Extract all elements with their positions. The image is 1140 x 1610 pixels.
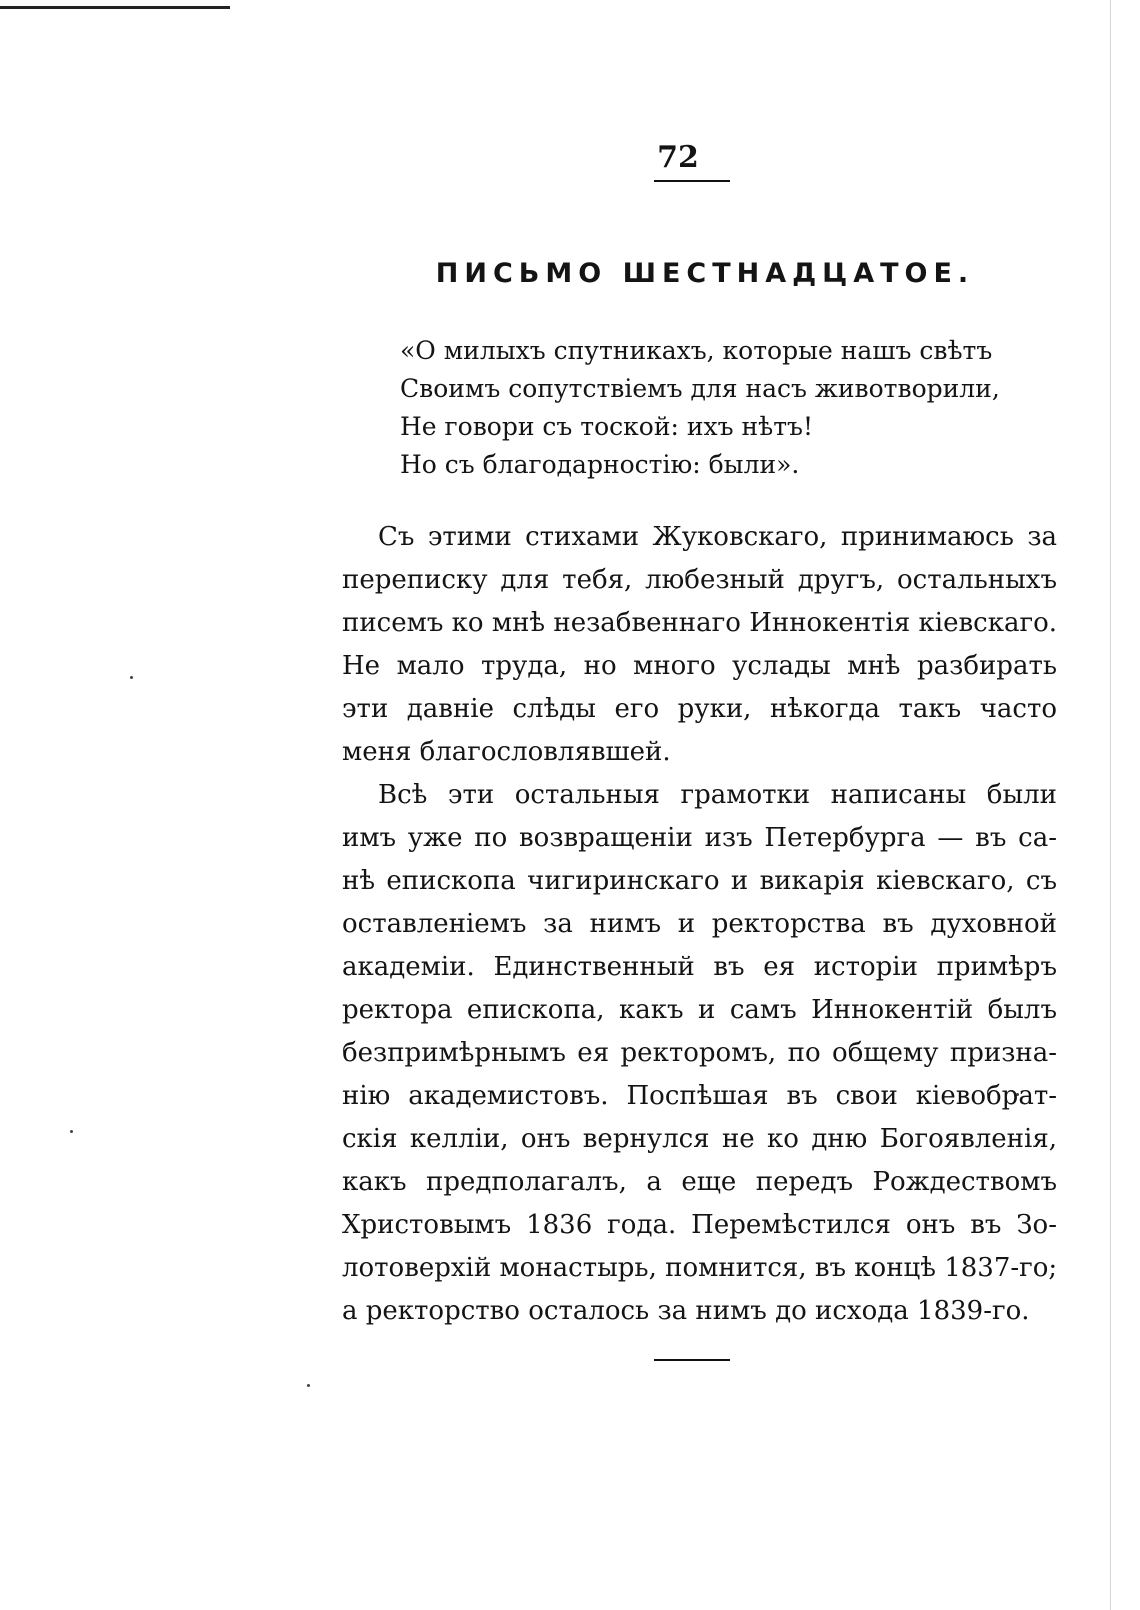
letter-heading: ПИСЬМО ШЕСТНАДЦАТОЕ. [435,258,975,289]
scan-edge-mark [0,0,230,9]
text-line: лотоверхій монастырь, помнится, въ концѣ 1837-го; [342,1253,1058,1283]
scan-speck [307,1384,310,1387]
body-text [342,516,1057,1333]
text-line: писемъ ко мнѣ незабвеннаго Иннокентія кіевскаго. [342,608,1057,638]
text-line: оставленіемъ за нимъ и ректорства въ духовной [342,909,1057,939]
page-edge [1110,0,1111,1610]
epigraph [400,332,1040,484]
text-line: Христовымъ 1836 года. Перемѣстился онъ въ Зо- [342,1210,1057,1240]
page-number: 72 [657,140,699,175]
epigraph-line: Не говори съ тоской: ихъ нѣтъ! [400,412,814,441]
end-rule [654,1359,730,1361]
text-line: Не мало труда, но много услады мнѣ разбирать [342,651,1057,681]
text-line: меня благословлявшей. [342,737,671,767]
epigraph-line: Своимъ сопутствіемъ для насъ животворили, [400,374,1000,403]
text-line: какъ предполагалъ, а еще передъ Рождествомъ [342,1167,1057,1197]
text-line: скія келліи, онъ вернулся не ко дню Богоявленія, [342,1124,1057,1154]
scan-speck [70,1130,73,1133]
text-line: Съ этими стихами Жуковскаго, принимаюсь за [378,522,1057,552]
text-line: нѣ епископа чигиринскаго и викарія кіевскаго, съ [342,866,1057,896]
paragraph-2 [342,774,1057,1333]
text-line: нію академистовъ. Поспѣшая въ свои кіевобрат- [342,1081,1057,1111]
text-line: эти давніе слѣды его руки, нѣкогда такъ часто [342,694,1057,724]
scan-speck [130,676,133,679]
text-line: академіи. Единственный въ ея исторіи примѣръ [342,952,1057,982]
epigraph-line: «О милыхъ спутникахъ, которые нашъ свѣтъ [400,336,993,365]
text-line: а ректорство осталось за нимъ до исхода 1839-го. [342,1296,1030,1326]
text-line: имъ уже по возвращеніи изъ Петербурга — въ са- [342,823,1057,853]
epigraph-line: Но съ благодарностію: были». [400,450,800,479]
page-number-rule [654,180,730,182]
text-line: ректора епископа, какъ и самъ Иннокентій былъ [342,995,1057,1025]
text-line: Всѣ эти остальныя грамотки написаны были [378,780,1057,810]
text-line: переписку для тебя, любезный другъ, остальныхъ [342,565,1057,595]
paragraph-1 [342,516,1057,774]
text-line: безпримѣрнымъ ея ректоромъ, по общему призна- [342,1038,1057,1068]
